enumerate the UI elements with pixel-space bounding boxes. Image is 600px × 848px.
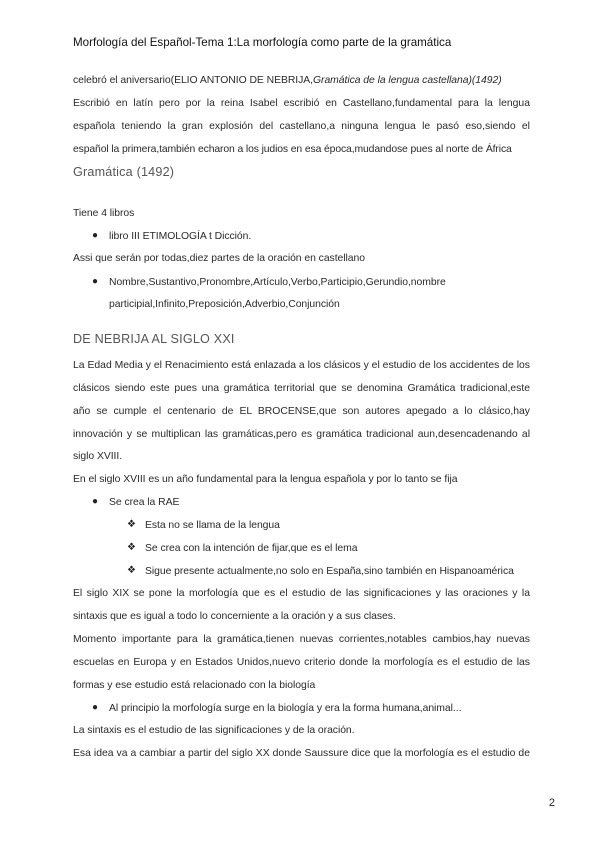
list-item: Nombre,Sustantivo,Pronombre,Artículo,Verbo,Participio,Gerundio,nombre: [109, 277, 446, 288]
bullet-icon: ●: [92, 702, 99, 713]
text-line: española teniendo la gran explosión del castellano,a ninguna lengua le pasó eso,siendo el: [73, 121, 530, 132]
diamond-bullet-icon: ❖: [127, 565, 136, 576]
text-line: Assi que serán por todas,diez partes de la oración en castellano: [73, 253, 365, 264]
section-heading-nebrija: DE NEBRIJA AL SIGLO XXI: [73, 332, 235, 346]
sub-list-item: Se crea con la intención de fijar,que es el lema: [145, 543, 358, 554]
list-item-continuation: participial,Infinito,Preposición,Adverbio,Conjunción: [109, 299, 340, 310]
sub-list-item: Esta no se llama de la lengua: [145, 520, 280, 531]
bullet-icon: ●: [92, 230, 99, 241]
bullet-icon: ●: [92, 496, 99, 507]
aniversario-text: celebró el aniversario(ELIO ANTONIO DE NEBRIJA,: [73, 75, 313, 86]
text-line: año se cumple el centenario de EL BROCENSE,que son autores apegado a lo clásico,hay: [73, 406, 530, 417]
text-line: La Edad Media y el Renacimiento está enlazada a los clásicos y el estudio de los accidentes de los: [73, 360, 530, 371]
list-item: Al principio la morfología surge en la biología y era la forma humana,animal...: [109, 703, 462, 714]
text-line: formas y ese estudio está relacionado con la biología: [73, 680, 316, 691]
text-line: El siglo XIX se pone la morfología que es el estudio de las significaciones y las oraciones y la: [73, 588, 530, 599]
text-line: clásicos siendo este pues una gramática territorial que se denomina Gramática tradicional,este: [73, 383, 530, 394]
text-line: siglo XVIII.: [73, 451, 123, 462]
text-line: En el siglo XVIII es un año fundamental para la lengua española y por lo tanto se fija: [73, 474, 458, 485]
section-heading-gramatica: Gramática (1492): [73, 165, 175, 179]
diamond-bullet-icon: ❖: [127, 519, 136, 530]
text-line: español la primera,también echaron a los judios en esa época,mudandose pues al norte de África: [73, 144, 512, 155]
text-line: escuelas en Europa y en Estados Unidos,nuevo criterio donde la morfología es el estudio de las: [73, 657, 530, 668]
list-item: libro III ETIMOLOGÍA t Dicción.: [109, 231, 252, 242]
text-line: Esa idea va a cambiar a partir del siglo XX donde Saussure dice que la morfología es el estudio de: [73, 748, 530, 759]
sub-list-item: Sigue presente actualmente,no solo en España,sino también en Hispanoamérica: [145, 566, 514, 577]
diamond-bullet-icon: ❖: [127, 542, 136, 553]
text-line: sintaxis que es igual a todo lo concerniente a la oración y a sus clases.: [73, 611, 396, 622]
page-header: Morfología del Español-Tema 1:La morfología como parte de la gramática: [73, 36, 452, 49]
text-line: Tiene 4 libros: [73, 208, 135, 219]
text-line: La sintaxis es el estudio de las significaciones y de la oración.: [73, 725, 355, 736]
bullet-icon: ●: [92, 276, 99, 287]
list-item: Se crea la RAE: [109, 497, 180, 508]
text-line: innovación y se multiplican las gramáticas,pero es gramática tradicional aun,desencadenando al: [73, 429, 530, 440]
book-title: Gramática de la lengua castellana)(1492): [313, 75, 502, 86]
page-number: 2: [548, 797, 555, 809]
line-aniversario: [73, 75, 502, 86]
text-line: Momento importante para la gramática,tienen nuevas corrientes,notables cambios,hay nuevas: [73, 634, 530, 645]
text-line: Escribió en latín pero por la reina Isabel escribió en Castellano,fundamental para la lengua: [73, 98, 530, 109]
